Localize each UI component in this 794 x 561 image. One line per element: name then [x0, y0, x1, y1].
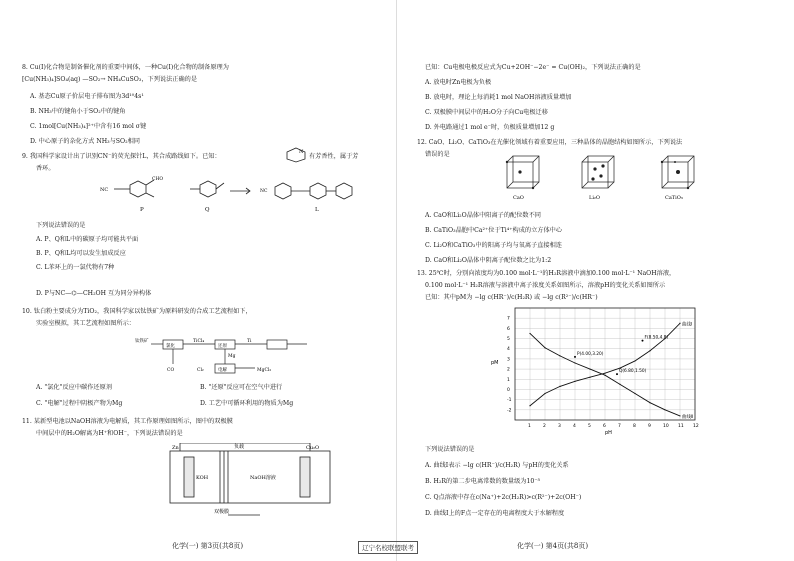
series-point	[634, 360, 635, 361]
annotation-point	[574, 356, 576, 358]
svg-text:Li₂O: Li₂O	[589, 195, 601, 201]
q13-stem: 13. 25℃时，分别向浓度均为0.100 mol·L⁻¹的H₂R溶液中滴加0.100 mol·L⁻¹ NaOH溶液，	[417, 270, 676, 277]
q9-stem: 9. 我国科学家设计出了识别CN⁻的荧光探针L，其合成路线如下。已知：	[22, 153, 221, 160]
q13-option-a: A. 曲线Ⅰ表示 −lg c(HR⁻)/c(H₂R) 与pH的变化关系	[425, 462, 569, 469]
q10-stem: 10. 钛白粉主要成分为TiO₂，我国科学家以钛铁矿为原料研发的合成工艺流程如下，	[22, 308, 252, 315]
series-point	[649, 350, 650, 351]
svg-text:CaTiO₃: CaTiO₃	[665, 195, 683, 201]
q12-option-c: C. Li₂O和CaTiO₃中的阳离子均与氧离子直接相连	[425, 242, 562, 249]
series-point	[604, 375, 605, 376]
x-tick-label: 2	[543, 424, 546, 429]
q12-option-a: A. CaO和Li₂O晶体中阳离子的配位数不同	[425, 212, 541, 219]
svg-text:Ti: Ti	[247, 339, 252, 344]
q12-stem-cont: 错误的是	[425, 151, 450, 158]
q11-option-a: A. 放电时Zn电极为负极	[425, 79, 492, 86]
x-tick-label: 8	[633, 424, 636, 429]
series-point	[574, 381, 575, 382]
q8-option-d: D. 中心原子的杂化方式 NH₃与SO₂相同	[30, 138, 140, 145]
q9-synthesis-scheme	[100, 175, 360, 217]
y-tick-label: 7	[507, 316, 510, 322]
series-point	[559, 355, 560, 356]
x-tick-label: 5	[588, 424, 591, 429]
series-point	[589, 377, 590, 378]
series-point	[544, 393, 545, 394]
series-point	[604, 373, 605, 374]
svg-text:氯化: 氯化	[166, 344, 175, 349]
q12-stem: 12. CaO、Li₂O、CaTiO₃在光催化领域有着重要应用，三种晶体的晶胞结构如图所示，下列说法	[417, 139, 683, 146]
y-axis-label: pM	[491, 360, 499, 366]
annotation-label: F(8.50,4.8)	[644, 335, 669, 341]
annotation-point	[616, 373, 618, 375]
q13-option-c: C. Q点溶液中存在c(Na⁺)+2c(H₂R)>c(R²⁻)+2c(OH⁻)	[425, 494, 582, 501]
y-tick-label: 0	[507, 387, 510, 393]
svg-text:NaOH溶液: NaOH溶液	[250, 475, 276, 481]
q9-stem-cont: 有芳香性，属于芳	[309, 153, 359, 160]
svg-text:NC: NC	[260, 189, 268, 194]
q9-prompt: 下列说法错误的是	[36, 222, 86, 229]
x-tick-label: 9	[648, 424, 651, 429]
series-label: 曲线Ⅱ	[682, 414, 694, 420]
x-tick-label: 3	[558, 424, 561, 429]
x-tick-label: 11	[678, 424, 684, 429]
svg-text:钛铁矿: 钛铁矿	[135, 339, 149, 344]
svg-text:CHO: CHO	[152, 177, 164, 182]
y-tick-label: 6	[507, 326, 510, 332]
q12-option-b: B. CaTiO₃晶胞中Ca²⁺位于Ti⁴⁺构成的立方体中心	[425, 227, 563, 234]
svg-text:Cl₂: Cl₂	[197, 368, 204, 373]
series-point	[679, 323, 680, 324]
y-tick-label: 3	[507, 357, 510, 363]
q10-flow-diagram	[135, 330, 315, 378]
q10-option-b: B. "还原"反应可在空气中进行	[200, 384, 283, 391]
y-tick-label: -2	[507, 408, 512, 414]
x-axis-label: pH	[605, 430, 612, 436]
q11-option-b: B. 放电时，理论上每消耗1 mol NaOH溶液质量增加	[425, 94, 572, 101]
q10-option-c: C. "电解"过程中阴极产物为Mg	[36, 400, 123, 407]
svg-text:NC: NC	[100, 187, 109, 193]
x-tick-label: 12	[693, 424, 699, 429]
pyridine-ring-icon	[285, 147, 307, 163]
q8-option-a: A. 基态Cu原子价层电子排布图为3d¹⁰4s¹	[30, 93, 144, 100]
svg-text:Mg: Mg	[228, 354, 236, 359]
q12-option-d: D. CaO和Li₂O晶体中阴离子配位数之比为1:2	[425, 257, 552, 264]
svg-text:Cu₂O: Cu₂O	[306, 445, 320, 451]
svg-text:负载: 负载	[234, 444, 245, 450]
svg-text:CO: CO	[167, 368, 175, 373]
x-tick-label: 7	[618, 424, 621, 429]
q13-stem-cont: 0.100 mol·L⁻¹ H₂R溶液与溶液中离子浓度关系如图所示，溶液pH的变化关系如图所示	[425, 282, 666, 289]
y-tick-label: 2	[507, 367, 510, 373]
series-point	[529, 405, 530, 406]
label-q: Q	[205, 207, 210, 213]
q13-option-d: D. 曲线Ⅰ上的F点一定存在的电离程度大于水解程度	[425, 510, 565, 517]
q9-option-c: C. L苯环上的一氯代物有7种	[36, 264, 115, 271]
q9-option-b: B. P、Q和L均可以发生加成反应	[36, 250, 126, 257]
y-tick-label: -1	[507, 398, 512, 404]
annotation-label: Q(6.80,1.50)	[619, 369, 647, 375]
svg-text:CaO: CaO	[513, 195, 524, 201]
series-point	[679, 415, 680, 416]
y-tick-label: 4	[507, 347, 510, 353]
y-tick-label: 1	[507, 377, 510, 383]
x-tick-label: 6	[603, 424, 606, 429]
svg-text:TiCl₄: TiCl₄	[193, 339, 205, 344]
q9-option-a: A. P、Q和L中的碳原子均可能共平面	[36, 236, 139, 243]
x-tick-label: 1	[528, 424, 531, 429]
q8-option-c: C. 1mol[Cu(NH₃)₄]²⁺中含有16 mol σ键	[30, 123, 147, 130]
svg-text:N: N	[299, 149, 304, 155]
footer-right: 化学(一) 第4页(共8页)	[517, 542, 589, 550]
q10-option-a: A. "氯化"反应中碳作还原剂	[36, 384, 112, 391]
annotation-label: P(4.00,3.20)	[577, 351, 604, 357]
q11-cell-diagram	[160, 443, 340, 521]
series-point	[619, 384, 620, 385]
x-tick-label: 4	[573, 424, 576, 429]
series-point	[574, 362, 575, 363]
series-point	[634, 393, 635, 394]
q12-unit-cells	[497, 154, 727, 204]
svg-text:KOH: KOH	[196, 475, 209, 481]
q8-equation: [Cu(NH₃)₄]SO₄(aq) —SO₂→ NH₄CuSO₃，下列说法正确的是	[22, 76, 198, 83]
q10-option-d: D. 工艺中可循环利用的物质为Mg	[200, 400, 294, 407]
series-point	[529, 333, 530, 334]
center-stamp: 辽宁名校联盟联考	[358, 541, 418, 554]
svg-text:双极膜: 双极膜	[214, 509, 230, 515]
q13-prompt: 下列说法错误的是	[425, 446, 475, 453]
q10-stem-cont: 实验室模拟，其工艺流程如图所示：	[36, 320, 135, 327]
series-point	[664, 409, 665, 410]
q13-stem-pm: 已知：其中pM为 −lg c(HR⁻)/c(H₂R) 或 −lg c(R²⁻)/c(HR⁻)	[425, 294, 598, 301]
series-label: 曲线Ⅰ	[682, 322, 693, 328]
q13-option-b: B. H₂R的第二步电离常数的数量级为10⁻⁵	[425, 478, 541, 485]
x-tick-label: 10	[663, 424, 669, 429]
y-tick-label: 5	[507, 337, 510, 343]
annotation-point	[642, 340, 644, 342]
svg-text:电解: 电解	[218, 368, 227, 373]
series-point	[559, 386, 560, 387]
q8-option-b: B. NH₃中的键角小于SO₂中的键角	[30, 108, 126, 115]
svg-text:还原: 还原	[218, 344, 227, 349]
series-point	[589, 368, 590, 369]
q8-stem: 8. Cu(Ⅰ)化合物是制备催化剂的重要中间体，一种Cu(Ⅰ)化合物的制备原理为	[22, 64, 229, 71]
label-l: L	[315, 207, 319, 213]
q11-option-d: D. 外电路通过1 mol e⁻时，负极质量增加12 g	[425, 124, 555, 131]
svg-text:Zn: Zn	[172, 445, 179, 451]
q13-pm-ph-chart	[487, 302, 707, 442]
right-page	[397, 0, 794, 561]
q9-stem-end: 香环。	[36, 165, 55, 172]
q11-option-c: C. 双极膜中间层中的H₂O分子向Cu电极迁移	[425, 109, 548, 116]
q11-stem: 11. 某新型电池以NaOH溶液为电解质，其工作原理如图所示，图中的双极膜	[22, 418, 233, 425]
series-point	[544, 347, 545, 348]
q11-cont-stem: 已知：Cu电极电极反应式为Cu+2OH⁻−2e⁻ = Cu(OH)₂，下列说法正确的是	[425, 64, 641, 71]
footer-left: 化学(一) 第3页(共8页)	[172, 542, 244, 550]
q9-option-d: D. P与NC—⌬—CH₂OH 互为同分异构体	[36, 290, 152, 297]
label-p: P	[140, 207, 144, 213]
series-point	[649, 402, 650, 403]
q11-stem-cont: 中间层中的H₂O解离为H⁺和OH⁻，下列说法错误的是	[36, 430, 183, 437]
svg-text:MgCl₂: MgCl₂	[257, 368, 272, 373]
